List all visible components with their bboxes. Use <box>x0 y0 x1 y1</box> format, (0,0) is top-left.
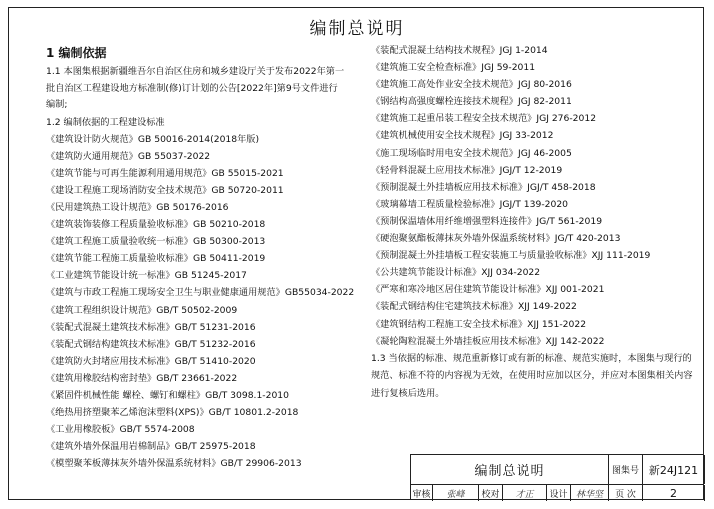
standard-ref: 《建筑施工高处作业安全技术规范》JGJ 80-2016 <box>371 79 572 91</box>
standard-ref: 《建筑节能工程施工质量验收标准》GB 50411-2019 <box>46 253 266 265</box>
standard-ref: 《施工现场临时用电安全技术规范》JGJ 46-2005 <box>371 147 572 159</box>
atlas-number: 新24J121 <box>643 455 705 484</box>
page-title: 编制总说明 <box>309 19 405 39</box>
standard-ref: 《建筑设计防火规范》GB 50016-2014(2018年版) <box>46 133 260 145</box>
right-column <box>371 42 701 402</box>
standard-ref: 《建筑用橡胶结构密封垫》GB/T 23661-2022 <box>46 372 238 384</box>
standard-ref: 《建筑防火通用规范》GB 55037-2022 <box>46 150 211 162</box>
title-block-row-1 <box>411 455 704 485</box>
standard-ref: 《建筑节能与可再生能源利用通用规范》GB 55015-2021 <box>46 167 284 179</box>
standard-ref: 《装配式钢结构建筑技术标准》GB/T 51232-2016 <box>46 338 256 350</box>
standard-ref: 《模塑聚苯板薄抹灰外墙外保温系统材料》GB/T 29906-2013 <box>46 458 302 470</box>
standard-ref: 《预制混凝土外挂墙板工程安装施工与质量验收标准》XJJ 111-2019 <box>371 250 651 262</box>
standard-ref: 《轻骨料混凝土应用技术标准》JGJ/T 12-2019 <box>371 164 563 176</box>
standard-ref: 《民用建筑热工设计规范》GB 50176-2016 <box>46 201 229 213</box>
standard-ref: 《建筑与市政工程施工现场安全卫生与职业健康通用规范》GB55034-2022 <box>46 287 355 299</box>
standard-ref: 《玻璃幕墙工程质量检验标准》JGJ/T 139-2020 <box>371 198 569 210</box>
standard-ref: 《装配式钢结构住宅建筑技术标准》XJJ 149-2022 <box>371 301 577 313</box>
proof-label: 校对 <box>479 485 503 501</box>
standard-ref: 《工业用橡胶板》GB/T 5574-2008 <box>46 424 195 436</box>
title-block-row-2 <box>411 485 704 501</box>
standard-ref: 《紧固件机械性能 螺栓、螺钉和螺柱》GB/T 3098.1-2010 <box>46 390 290 401</box>
standard-ref: 《建设工程施工现场消防安全技术规范》GB 50720-2011 <box>46 184 284 196</box>
paragraph-1-2: 1.2 编制依据的工程建设标准 <box>46 116 165 128</box>
standard-ref: 《预制保温墙体用纤维增强塑料连接件》JG/T 561-2019 <box>371 215 603 227</box>
standard-ref: 《硬泡聚氨酯板薄抹灰外墙外保温系统材料》JG/T 420-2013 <box>371 233 621 245</box>
page-label: 页 次 <box>609 485 643 501</box>
review-signature: 张峰 <box>433 485 479 501</box>
standard-ref: 《建筑防火封堵应用技术标准》GB/T 51410-2020 <box>46 355 256 367</box>
design-label: 设计 <box>547 485 571 501</box>
atlas-label: 图集号 <box>609 455 643 484</box>
page-number: 2 <box>643 485 705 501</box>
paragraph-1-3: 1.3 当依据的标准、规范重新修订或有新的标准、规范实施时，本图集与现行的规范、标准不符的内容视为无效，在使用时应加以区分，并应对本图集相关内容进行复核后选用。 <box>371 352 693 399</box>
review-label: 审核 <box>411 485 433 501</box>
left-column <box>46 44 364 472</box>
drawing-name: 编制总说明 <box>411 455 609 484</box>
standard-ref: 《凝轮陶粒混凝土外墙挂板应用技术标准》XJJ 142-2022 <box>371 335 605 347</box>
standard-ref: 《建筑外墙外保温用岩棉制品》GB/T 25975-2018 <box>46 441 256 453</box>
standard-ref: 《预制混凝土外挂墙板应用技术标准》JGJ/T 458-2018 <box>371 181 596 193</box>
standard-ref: 《装配式混凝土建筑技术标准》GB/T 51231-2016 <box>46 321 256 333</box>
standard-ref: 《建筑工程施工质量验收统一标准》GB 50300-2013 <box>46 236 266 248</box>
standard-ref: 《建筑施工起重吊装工程安全技术规范》JGJ 276-2012 <box>371 113 597 125</box>
standard-ref: 《绝热用挤塑聚苯乙烯泡沫塑料(XPS)》GB/T 10801.2-2018 <box>46 407 299 419</box>
standard-ref: 《工业建筑节能设计统一标准》GB 51245-2017 <box>46 270 247 282</box>
section-heading: 1 编制依据 <box>46 46 107 60</box>
title-block <box>410 454 704 500</box>
design-signature: 林华坚 <box>571 485 609 501</box>
standard-ref: 《严寒和寒冷地区居住建筑节能设计标准》XJJ 001-2021 <box>371 284 605 296</box>
standard-ref: 《装配式混凝土结构技术规程》JGJ 1-2014 <box>371 45 548 56</box>
standard-ref: 《建筑装饰装修工程质量验收标准》GB 50210-2018 <box>46 219 266 231</box>
standard-ref: 《建筑机械使用安全技术规程》JGJ 33-2012 <box>371 130 554 142</box>
standard-ref: 《建筑工程组织设计规范》GB/T 50502-2009 <box>46 304 238 316</box>
standard-ref: 《公共建筑节能设计标准》XJJ 034-2022 <box>371 267 541 279</box>
paragraph-1-1: 1.1 本图集根据新疆维吾尔自治区住房和城乡建设厅关于发布2022年第一批自治区工程建设地方标准制(修)订计划的公告[2022年]第9号文件进行编制; <box>46 66 345 110</box>
standard-ref: 《钢结构高强度螺栓连接技术规程》JGJ 82-2011 <box>371 96 572 108</box>
standard-ref: 《建筑钢结构工程施工安全技术标准》XJJ 151-2022 <box>371 318 587 330</box>
proof-signature: 才正 <box>503 485 547 501</box>
standard-ref: 《建筑施工安全检查标准》JGJ 59-2011 <box>371 62 536 74</box>
